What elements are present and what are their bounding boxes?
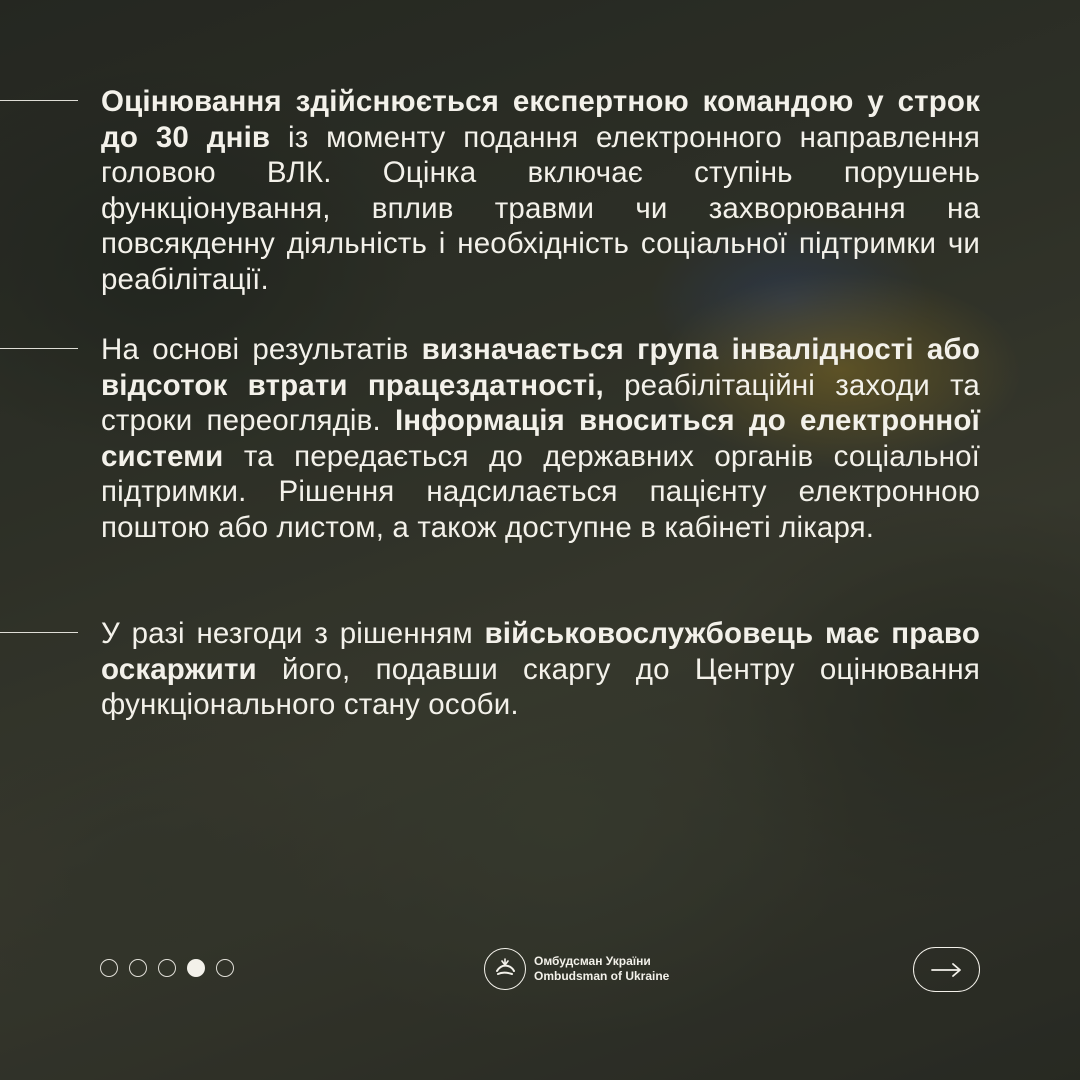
paragraph-3 xyxy=(101,616,980,723)
paragraph-text xyxy=(101,616,980,723)
paragraph-marker-2 xyxy=(0,348,78,349)
logo-line-en: Ombudsman of Ukraine xyxy=(534,969,670,983)
paragraph-2 xyxy=(101,332,980,546)
bold-text-run: Інформація вноситься до електронної системи xyxy=(101,404,980,473)
text-run: його, подавши скаргу до Центру оцінювання функціонального стану особи. xyxy=(101,652,980,722)
logo-text xyxy=(534,954,669,984)
text-run: У разі незгоди з рішенням xyxy=(101,617,485,650)
paragraph-marker-3 xyxy=(0,632,78,633)
logo-line-ua: Омбудсман України xyxy=(534,954,651,968)
text-run: та передається до державних органів соціальної підтримки. Рішення надсилається пацієнту електронною поштою або листом, а також доступне в кабінеті лікаря. xyxy=(101,439,980,544)
text-run: реабілітаційні заходи та строки переоглядів. xyxy=(101,368,980,438)
paragraph-marker-1 xyxy=(0,100,78,101)
pagination-dot-3[interactable] xyxy=(158,959,176,977)
pagination-dot-5[interactable] xyxy=(216,959,234,977)
pagination-dots xyxy=(100,959,234,977)
bold-text-run: військовослужбовець має право оскаржити xyxy=(101,617,980,686)
pagination-dot-1[interactable] xyxy=(100,959,118,977)
text-run: На основі результатів xyxy=(101,333,422,366)
ombudsman-emblem-icon xyxy=(484,948,526,990)
pagination-dot-4[interactable] xyxy=(187,959,205,977)
paragraph-1 xyxy=(101,84,980,298)
ombudsman-logo xyxy=(484,948,669,990)
bold-text-run: Оцінювання здійснюється експертною командою у строк до 30 днів xyxy=(101,85,980,154)
arrow-right-icon xyxy=(931,962,963,978)
bold-text-run: визначається група інвалідності або відсоток втрати працездатності, xyxy=(101,333,980,402)
next-slide-button[interactable] xyxy=(913,947,980,992)
pagination-dot-2[interactable] xyxy=(129,959,147,977)
paragraph-text xyxy=(101,84,980,298)
text-run: із моменту подання електронного направлення головою ВЛК. Оцінка включає ступінь порушень функціонування, вплив травми чи захворювання на повсякденну діяльність і необхідність соціальної підтримки чи реабілітації. xyxy=(101,120,980,296)
paragraph-text xyxy=(101,332,980,546)
